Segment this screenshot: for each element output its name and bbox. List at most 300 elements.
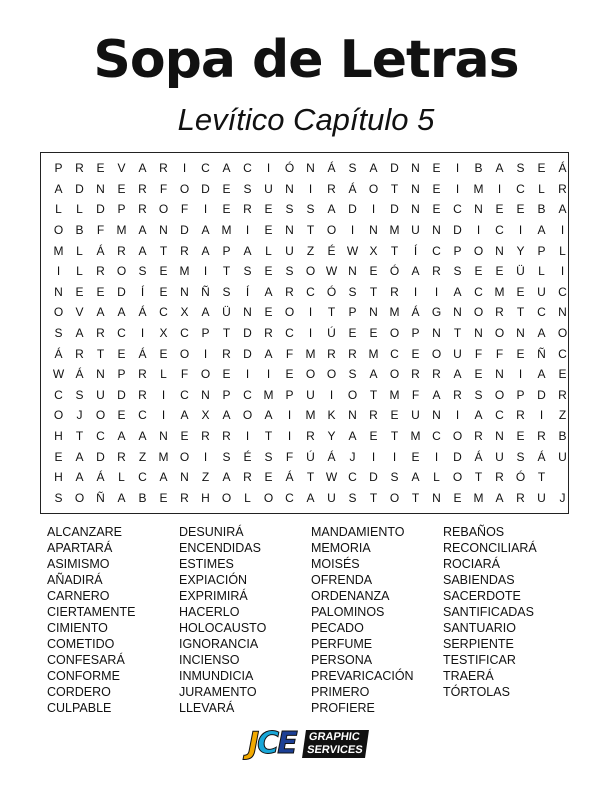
grid-cell[interactable]: R: [159, 161, 168, 176]
grid-cell[interactable]: O: [200, 367, 211, 382]
grid-cell[interactable]: C: [495, 223, 504, 238]
grid-cell[interactable]: X: [159, 326, 168, 341]
grid-cell[interactable]: P: [222, 243, 231, 258]
grid-cell[interactable]: M: [368, 346, 379, 361]
grid-cell[interactable]: O: [53, 408, 64, 423]
grid-cell[interactable]: L: [265, 243, 272, 258]
grid-cell[interactable]: L: [76, 264, 83, 279]
grid-cell[interactable]: S: [285, 264, 294, 279]
grid-cell[interactable]: O: [557, 326, 568, 341]
grid-cell[interactable]: W: [346, 243, 359, 258]
grid-cell[interactable]: S: [138, 264, 147, 279]
grid-cell[interactable]: R: [222, 429, 231, 444]
grid-cell[interactable]: O: [368, 181, 379, 196]
grid-cell[interactable]: P: [348, 305, 357, 320]
grid-cell[interactable]: M: [473, 490, 484, 505]
grid-cell[interactable]: L: [76, 202, 83, 217]
grid-cell[interactable]: I: [434, 284, 439, 299]
grid-cell[interactable]: M: [263, 387, 274, 402]
grid-cell[interactable]: C: [180, 387, 189, 402]
grid-cell[interactable]: O: [326, 367, 337, 382]
grid-cell[interactable]: O: [305, 367, 316, 382]
grid-cell[interactable]: E: [222, 202, 231, 217]
grid-cell[interactable]: N: [180, 284, 189, 299]
grid-cell[interactable]: T: [369, 490, 378, 505]
grid-cell[interactable]: Ü: [222, 305, 231, 320]
grid-cell[interactable]: P: [201, 326, 210, 341]
grid-cell[interactable]: S: [348, 490, 357, 505]
grid-cell[interactable]: T: [369, 387, 378, 402]
grid-cell[interactable]: Y: [516, 243, 525, 258]
grid-cell[interactable]: N: [432, 490, 441, 505]
grid-cell[interactable]: N: [348, 264, 357, 279]
grid-cell[interactable]: E: [369, 326, 378, 341]
grid-cell[interactable]: A: [537, 223, 546, 238]
grid-cell[interactable]: E: [474, 264, 483, 279]
grid-cell[interactable]: J: [76, 408, 83, 423]
grid-cell[interactable]: Z: [306, 243, 315, 258]
grid-cell[interactable]: R: [369, 408, 378, 423]
grid-cell[interactable]: R: [285, 284, 294, 299]
grid-cell[interactable]: V: [117, 161, 126, 176]
grid-cell[interactable]: C: [159, 305, 168, 320]
grid-cell[interactable]: R: [96, 326, 105, 341]
grid-cell[interactable]: O: [53, 305, 64, 320]
grid-cell[interactable]: E: [516, 202, 525, 217]
grid-cell[interactable]: A: [138, 161, 147, 176]
grid-cell[interactable]: Á: [558, 161, 567, 176]
grid-cell[interactable]: S: [222, 449, 231, 464]
grid-cell[interactable]: A: [201, 223, 210, 238]
grid-cell[interactable]: S: [516, 449, 525, 464]
grid-cell[interactable]: Ó: [389, 264, 400, 279]
grid-cell[interactable]: M: [116, 223, 127, 238]
grid-cell[interactable]: R: [432, 264, 441, 279]
grid-cell[interactable]: O: [473, 305, 484, 320]
grid-cell[interactable]: O: [389, 490, 400, 505]
grid-cell[interactable]: E: [75, 284, 84, 299]
grid-cell[interactable]: O: [326, 223, 337, 238]
grid-cell[interactable]: S: [54, 326, 63, 341]
grid-cell[interactable]: R: [537, 429, 546, 444]
grid-cell[interactable]: E: [54, 449, 63, 464]
grid-cell[interactable]: S: [474, 387, 483, 402]
grid-cell[interactable]: A: [222, 161, 231, 176]
grid-cell[interactable]: S: [306, 202, 315, 217]
grid-cell[interactable]: E: [159, 346, 168, 361]
grid-cell[interactable]: Ñ: [96, 490, 105, 505]
grid-cell[interactable]: I: [329, 387, 334, 402]
grid-cell[interactable]: M: [158, 449, 169, 464]
grid-cell[interactable]: A: [75, 326, 84, 341]
grid-cell[interactable]: A: [222, 408, 231, 423]
grid-cell[interactable]: N: [306, 161, 315, 176]
grid-cell[interactable]: O: [221, 490, 232, 505]
grid-cell[interactable]: W: [325, 470, 338, 485]
grid-cell[interactable]: R: [348, 346, 357, 361]
grid-cell[interactable]: Á: [348, 181, 357, 196]
grid-cell[interactable]: I: [287, 429, 292, 444]
grid-cell[interactable]: E: [117, 181, 126, 196]
grid-cell[interactable]: Ü: [516, 264, 525, 279]
grid-cell[interactable]: T: [411, 490, 420, 505]
grid-cell[interactable]: M: [305, 346, 316, 361]
grid-cell[interactable]: E: [348, 326, 357, 341]
grid-cell[interactable]: D: [369, 470, 378, 485]
grid-cell[interactable]: Ñ: [201, 284, 210, 299]
grid-cell[interactable]: X: [369, 243, 378, 258]
grid-cell[interactable]: R: [558, 181, 567, 196]
grid-cell[interactable]: D: [390, 161, 399, 176]
grid-cell[interactable]: A: [222, 470, 231, 485]
grid-cell[interactable]: M: [473, 181, 484, 196]
grid-cell[interactable]: E: [495, 202, 504, 217]
grid-cell[interactable]: C: [201, 161, 210, 176]
grid-cell[interactable]: F: [411, 387, 420, 402]
grid-cell[interactable]: O: [347, 387, 358, 402]
grid-cell[interactable]: B: [474, 161, 483, 176]
grid-cell[interactable]: N: [96, 181, 105, 196]
grid-cell[interactable]: N: [201, 387, 210, 402]
grid-cell[interactable]: A: [369, 367, 378, 382]
grid-cell[interactable]: O: [242, 408, 253, 423]
grid-cell[interactable]: N: [348, 408, 357, 423]
grid-cell[interactable]: D: [453, 449, 462, 464]
grid-cell[interactable]: A: [453, 367, 462, 382]
grid-cell[interactable]: I: [287, 408, 292, 423]
grid-cell[interactable]: C: [558, 284, 567, 299]
grid-cell[interactable]: Á: [411, 305, 420, 320]
grid-cell[interactable]: U: [537, 490, 546, 505]
grid-cell[interactable]: R: [495, 305, 504, 320]
grid-cell[interactable]: N: [432, 326, 441, 341]
grid-cell[interactable]: E: [411, 346, 420, 361]
grid-cell[interactable]: F: [474, 346, 483, 361]
grid-cell[interactable]: A: [537, 367, 546, 382]
grid-cell[interactable]: U: [537, 284, 546, 299]
grid-cell[interactable]: S: [348, 161, 357, 176]
grid-cell[interactable]: U: [264, 181, 273, 196]
grid-cell[interactable]: E: [117, 408, 126, 423]
grid-cell[interactable]: L: [538, 264, 545, 279]
grid-cell[interactable]: P: [117, 367, 126, 382]
grid-cell[interactable]: R: [516, 490, 525, 505]
grid-cell[interactable]: R: [264, 326, 273, 341]
grid-cell[interactable]: T: [264, 429, 273, 444]
grid-cell[interactable]: U: [411, 408, 420, 423]
grid-cell[interactable]: A: [117, 305, 126, 320]
grid-cell[interactable]: S: [390, 470, 399, 485]
grid-cell[interactable]: E: [390, 408, 399, 423]
grid-cell[interactable]: I: [308, 326, 313, 341]
grid-cell[interactable]: U: [327, 490, 336, 505]
grid-cell[interactable]: T: [516, 305, 525, 320]
grid-cell[interactable]: I: [518, 223, 523, 238]
grid-cell[interactable]: I: [56, 264, 61, 279]
grid-cell[interactable]: N: [96, 367, 105, 382]
grid-cell[interactable]: R: [138, 181, 147, 196]
grid-cell[interactable]: R: [558, 387, 567, 402]
grid-cell[interactable]: C: [243, 161, 252, 176]
grid-cell[interactable]: C: [432, 243, 441, 258]
grid-cell[interactable]: N: [369, 305, 378, 320]
grid-cell[interactable]: E: [96, 161, 105, 176]
grid-cell[interactable]: A: [432, 387, 441, 402]
grid-cell[interactable]: I: [455, 161, 460, 176]
grid-cell[interactable]: E: [369, 264, 378, 279]
grid-cell[interactable]: T: [453, 326, 462, 341]
grid-cell[interactable]: O: [389, 367, 400, 382]
grid-cell[interactable]: A: [201, 305, 210, 320]
grid-cell[interactable]: R: [75, 346, 84, 361]
grid-cell[interactable]: I: [350, 223, 355, 238]
grid-cell[interactable]: R: [327, 181, 336, 196]
grid-cell[interactable]: R: [327, 346, 336, 361]
grid-cell[interactable]: E: [96, 284, 105, 299]
grid-cell[interactable]: B: [558, 429, 567, 444]
grid-cell[interactable]: D: [75, 181, 84, 196]
grid-cell[interactable]: D: [243, 346, 252, 361]
grid-cell[interactable]: A: [117, 490, 126, 505]
grid-cell[interactable]: R: [390, 284, 399, 299]
grid-cell[interactable]: S: [243, 181, 252, 196]
grid-cell[interactable]: C: [348, 470, 357, 485]
grid-cell[interactable]: E: [264, 470, 273, 485]
grid-cell[interactable]: I: [308, 181, 313, 196]
grid-cell[interactable]: T: [327, 305, 336, 320]
grid-cell[interactable]: C: [54, 387, 63, 402]
grid-cell[interactable]: Í: [245, 284, 250, 299]
grid-cell[interactable]: A: [264, 346, 273, 361]
grid-cell[interactable]: I: [539, 408, 544, 423]
grid-cell[interactable]: N: [180, 470, 189, 485]
grid-cell[interactable]: S: [285, 202, 294, 217]
grid-cell[interactable]: É: [327, 243, 336, 258]
grid-cell[interactable]: Á: [138, 305, 147, 320]
grid-cell[interactable]: O: [116, 264, 127, 279]
grid-cell[interactable]: E: [432, 161, 441, 176]
grid-cell[interactable]: P: [285, 387, 294, 402]
grid-cell[interactable]: A: [243, 243, 252, 258]
grid-cell[interactable]: I: [560, 223, 565, 238]
grid-cell[interactable]: U: [306, 387, 315, 402]
grid-cell[interactable]: P: [222, 387, 231, 402]
grid-cell[interactable]: O: [284, 305, 295, 320]
grid-cell[interactable]: S: [516, 161, 525, 176]
grid-cell[interactable]: P: [537, 243, 546, 258]
grid-cell[interactable]: N: [474, 326, 483, 341]
grid-cell[interactable]: S: [348, 284, 357, 299]
grid-cell[interactable]: E: [285, 367, 294, 382]
grid-cell[interactable]: L: [538, 181, 545, 196]
grid-cell[interactable]: O: [305, 264, 316, 279]
grid-cell[interactable]: N: [369, 223, 378, 238]
grid-cell[interactable]: Á: [54, 346, 63, 361]
grid-cell[interactable]: Z: [558, 408, 567, 423]
grid-cell[interactable]: C: [495, 408, 504, 423]
grid-cell[interactable]: Ó: [515, 470, 526, 485]
grid-cell[interactable]: A: [495, 490, 504, 505]
grid-cell[interactable]: X: [201, 408, 210, 423]
letter-grid[interactable]: [48, 158, 573, 508]
grid-cell[interactable]: I: [476, 223, 481, 238]
grid-cell[interactable]: O: [179, 346, 190, 361]
grid-cell[interactable]: M: [389, 387, 400, 402]
grid-cell[interactable]: É: [243, 449, 252, 464]
grid-cell[interactable]: O: [494, 326, 505, 341]
grid-cell[interactable]: E: [222, 367, 231, 382]
grid-cell[interactable]: C: [558, 346, 567, 361]
grid-cell[interactable]: A: [117, 429, 126, 444]
grid-cell[interactable]: T: [390, 181, 399, 196]
grid-cell[interactable]: R: [180, 243, 189, 258]
grid-cell[interactable]: R: [432, 367, 441, 382]
grid-cell[interactable]: I: [203, 202, 208, 217]
grid-cell[interactable]: Z: [138, 449, 147, 464]
grid-cell[interactable]: E: [537, 161, 546, 176]
grid-cell[interactable]: N: [432, 223, 441, 238]
grid-cell[interactable]: I: [203, 346, 208, 361]
grid-cell[interactable]: I: [308, 305, 313, 320]
grid-cell[interactable]: T: [159, 243, 168, 258]
grid-cell[interactable]: L: [433, 470, 440, 485]
grid-cell[interactable]: F: [159, 181, 168, 196]
grid-cell[interactable]: U: [453, 346, 462, 361]
grid-cell[interactable]: I: [203, 264, 208, 279]
grid-cell[interactable]: L: [55, 202, 62, 217]
grid-cell[interactable]: O: [494, 387, 505, 402]
grid-cell[interactable]: E: [474, 367, 483, 382]
grid-cell[interactable]: O: [179, 181, 190, 196]
grid-cell[interactable]: R: [201, 429, 210, 444]
grid-cell[interactable]: Á: [327, 161, 336, 176]
grid-cell[interactable]: C: [117, 326, 126, 341]
grid-cell[interactable]: T: [222, 326, 231, 341]
grid-cell[interactable]: N: [432, 408, 441, 423]
grid-cell[interactable]: Ó: [284, 161, 295, 176]
grid-cell[interactable]: W: [325, 264, 338, 279]
grid-cell[interactable]: N: [558, 305, 567, 320]
grid-cell[interactable]: R: [516, 408, 525, 423]
grid-cell[interactable]: T: [369, 284, 378, 299]
grid-cell[interactable]: D: [390, 202, 399, 217]
grid-cell[interactable]: M: [53, 243, 64, 258]
grid-cell[interactable]: O: [431, 346, 442, 361]
grid-cell[interactable]: F: [180, 367, 189, 382]
grid-cell[interactable]: D: [180, 223, 189, 238]
grid-cell[interactable]: S: [54, 490, 63, 505]
grid-cell[interactable]: R: [138, 202, 147, 217]
grid-cell[interactable]: R: [180, 490, 189, 505]
grid-cell[interactable]: R: [117, 243, 126, 258]
grid-cell[interactable]: D: [348, 202, 357, 217]
grid-cell[interactable]: U: [96, 387, 105, 402]
grid-cell[interactable]: W: [52, 367, 65, 382]
grid-cell[interactable]: I: [392, 449, 397, 464]
grid-cell[interactable]: E: [264, 305, 273, 320]
grid-cell[interactable]: T: [75, 429, 84, 444]
grid-cell[interactable]: S: [243, 264, 252, 279]
grid-cell[interactable]: A: [54, 181, 63, 196]
grid-cell[interactable]: S: [264, 449, 273, 464]
grid-cell[interactable]: D: [453, 223, 462, 238]
grid-cell[interactable]: R: [306, 429, 315, 444]
grid-cell[interactable]: A: [159, 470, 168, 485]
grid-cell[interactable]: H: [54, 470, 63, 485]
grid-cell[interactable]: O: [74, 490, 85, 505]
grid-cell[interactable]: G: [431, 305, 442, 320]
grid-cell[interactable]: N: [453, 305, 462, 320]
grid-cell[interactable]: A: [201, 243, 210, 258]
grid-cell[interactable]: F: [285, 346, 294, 361]
grid-cell[interactable]: E: [180, 429, 189, 444]
grid-cell[interactable]: M: [179, 264, 190, 279]
grid-cell[interactable]: N: [411, 202, 420, 217]
grid-cell[interactable]: Y: [327, 429, 336, 444]
grid-cell[interactable]: A: [180, 408, 189, 423]
grid-cell[interactable]: Ú: [327, 326, 336, 341]
grid-cell[interactable]: A: [306, 490, 315, 505]
grid-cell[interactable]: P: [411, 326, 420, 341]
grid-cell[interactable]: I: [455, 408, 460, 423]
grid-cell[interactable]: N: [411, 161, 420, 176]
grid-cell[interactable]: N: [285, 181, 294, 196]
grid-cell[interactable]: Á: [474, 449, 483, 464]
grid-cell[interactable]: I: [434, 449, 439, 464]
grid-cell[interactable]: E: [264, 202, 273, 217]
grid-cell[interactable]: I: [455, 181, 460, 196]
grid-cell[interactable]: O: [452, 429, 463, 444]
grid-cell[interactable]: N: [159, 429, 168, 444]
grid-cell[interactable]: T: [390, 243, 399, 258]
grid-cell[interactable]: U: [285, 243, 294, 258]
grid-cell[interactable]: N: [243, 305, 252, 320]
grid-cell[interactable]: Á: [96, 243, 105, 258]
grid-cell[interactable]: H: [54, 429, 63, 444]
grid-cell[interactable]: C: [516, 181, 525, 196]
grid-cell[interactable]: N: [495, 367, 504, 382]
grid-cell[interactable]: N: [285, 223, 294, 238]
grid-cell[interactable]: L: [160, 367, 167, 382]
grid-cell[interactable]: I: [245, 367, 250, 382]
grid-cell[interactable]: I: [266, 161, 271, 176]
grid-cell[interactable]: Á: [75, 367, 84, 382]
grid-cell[interactable]: E: [411, 449, 420, 464]
grid-cell[interactable]: V: [75, 305, 84, 320]
grid-cell[interactable]: C: [96, 429, 105, 444]
grid-cell[interactable]: C: [285, 490, 294, 505]
grid-cell[interactable]: R: [495, 470, 504, 485]
grid-cell[interactable]: A: [558, 202, 567, 217]
grid-cell[interactable]: A: [138, 223, 147, 238]
grid-cell[interactable]: C: [537, 305, 546, 320]
grid-cell[interactable]: K: [327, 408, 336, 423]
grid-cell[interactable]: H: [201, 490, 210, 505]
grid-cell[interactable]: N: [495, 243, 504, 258]
grid-cell[interactable]: M: [221, 223, 232, 238]
grid-cell[interactable]: A: [453, 284, 462, 299]
grid-cell[interactable]: E: [159, 264, 168, 279]
grid-cell[interactable]: E: [159, 284, 168, 299]
grid-cell[interactable]: A: [369, 161, 378, 176]
grid-cell[interactable]: M: [305, 408, 316, 423]
grid-cell[interactable]: A: [348, 429, 357, 444]
grid-cell[interactable]: Ó: [326, 284, 337, 299]
grid-cell[interactable]: S: [348, 367, 357, 382]
grid-cell[interactable]: Í: [140, 284, 145, 299]
grid-cell[interactable]: Ñ: [537, 346, 546, 361]
grid-cell[interactable]: P: [453, 243, 462, 258]
